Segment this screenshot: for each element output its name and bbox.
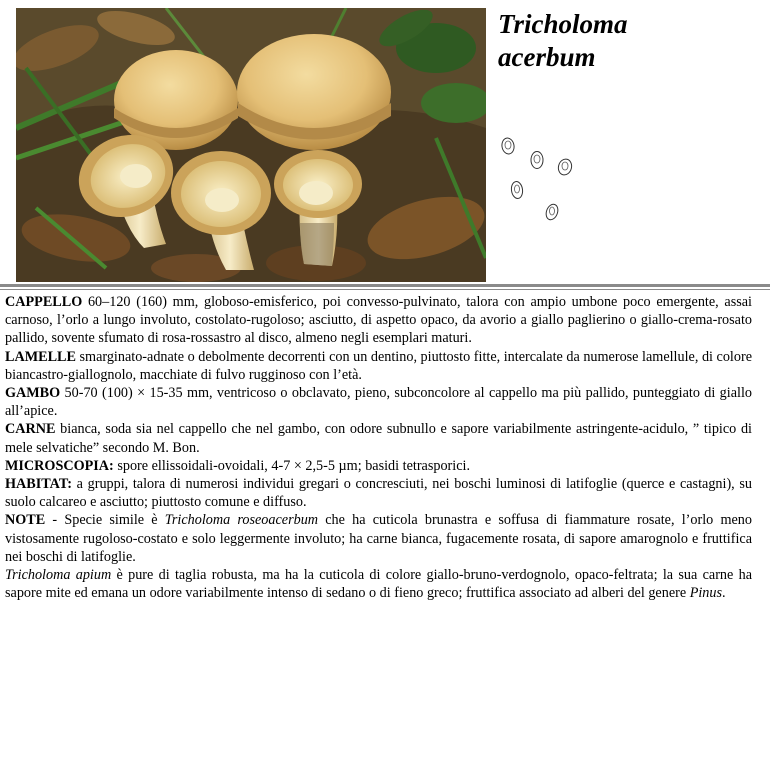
text-lamelle: smarginato-adnate o debolmente decorrenti con un dentino, piuttosto fitte, intercalate da numerose lamellule, di colore biancastro-giallognolo, macchiate di fulvo rugginoso con l’età. — [5, 348, 752, 383]
section-cappello — [5, 293, 752, 348]
label-microscopia: MICROSCOPIA: — [5, 457, 114, 474]
text-apium: è pure di taglia robusta, ma ha la cuticola di colore giallo-bruno-verdognolo, opaco-feltrata; la sua carne ha sapore mite ed emana un odore variabilmente intenso di sedano o di fieno greco; fruttifica associato ad alberi del genere — [5, 567, 752, 602]
text-habitat: a gruppi, talora di numerosi individui gregari o concresciuti, nei boschi luminosi di latifoglie (querce e castagni), su suolo calcareo e asciutto; piuttosto comune e diffuso. — [5, 476, 752, 511]
section-gambo — [5, 384, 752, 420]
mushroom-photo — [16, 8, 486, 282]
divider-thin — [0, 289, 770, 290]
title-epithet: acerbum — [498, 42, 596, 72]
section-apium — [5, 566, 752, 602]
section-note — [5, 511, 752, 566]
label-cappello: CAPPELLO — [5, 294, 83, 310]
genus-pinus: Pinus — [689, 585, 723, 602]
section-microscopia — [5, 457, 752, 475]
text-cappello: 60–120 (160) mm, globoso-emisferico, poi convesso-pulvinato, talora con ampio umbone poco emergente, assai carnoso, l’orlo a lungo involuto, costolato-rugoloso; asciutto, di aspetto opaco, da avorio a giallo paglierino o giallo-crema-rosato pallido, sovente sfumato di rosa-rossastro al disco, almeno negli esemplari maturi. — [5, 294, 752, 347]
label-gambo: GAMBO — [5, 385, 61, 402]
divider-thick — [0, 284, 770, 287]
section-carne — [5, 420, 752, 456]
section-lamelle — [5, 348, 752, 384]
spore-drawing-icon — [495, 130, 585, 230]
label-habitat: HABITAT: — [5, 476, 72, 493]
species-apium: Tricholoma apium — [5, 567, 112, 584]
section-habitat — [5, 475, 752, 511]
text-apium-end: . — [722, 585, 726, 602]
text-note-before: - Specie simile è — [45, 512, 165, 529]
title-genus: Tricholoma — [498, 9, 628, 39]
text-carne: bianca, soda sia nel cappello che nel gambo, con odore subnullo e sapore variabilmente astringente-acidulo, ” tipico di mele selvatiche” secondo M. Bon. — [5, 421, 752, 456]
text-gambo: 50-70 (100) × 15-35 mm, ventricoso o obclavato, pieno, subconcolore al cappello ma più pallido, punteggiato di giallo all’apice. — [5, 385, 752, 420]
text-microscopia: spore ellissoidali-ovoidali, 4-7 × 2,5-5 µm; basidi tetrasporici. — [113, 457, 470, 474]
label-carne: CARNE — [5, 421, 56, 438]
species-title — [498, 8, 628, 74]
label-lamelle: LAMELLE — [5, 348, 76, 365]
description — [5, 293, 752, 602]
species-roseoacerbum: Tricholoma roseoacerbum — [164, 512, 319, 529]
label-note: NOTE — [5, 512, 46, 529]
text-note-after: che ha cuticola brunastra e soffusa di fiammature rosate, l’orlo meno vistosamente rugoloso-costato e solo leggermente involuto; ha carne bianca, fugacemente rosata, di sapore amarognolo e fruttifica nei boschi di latifoglie. — [5, 512, 752, 565]
